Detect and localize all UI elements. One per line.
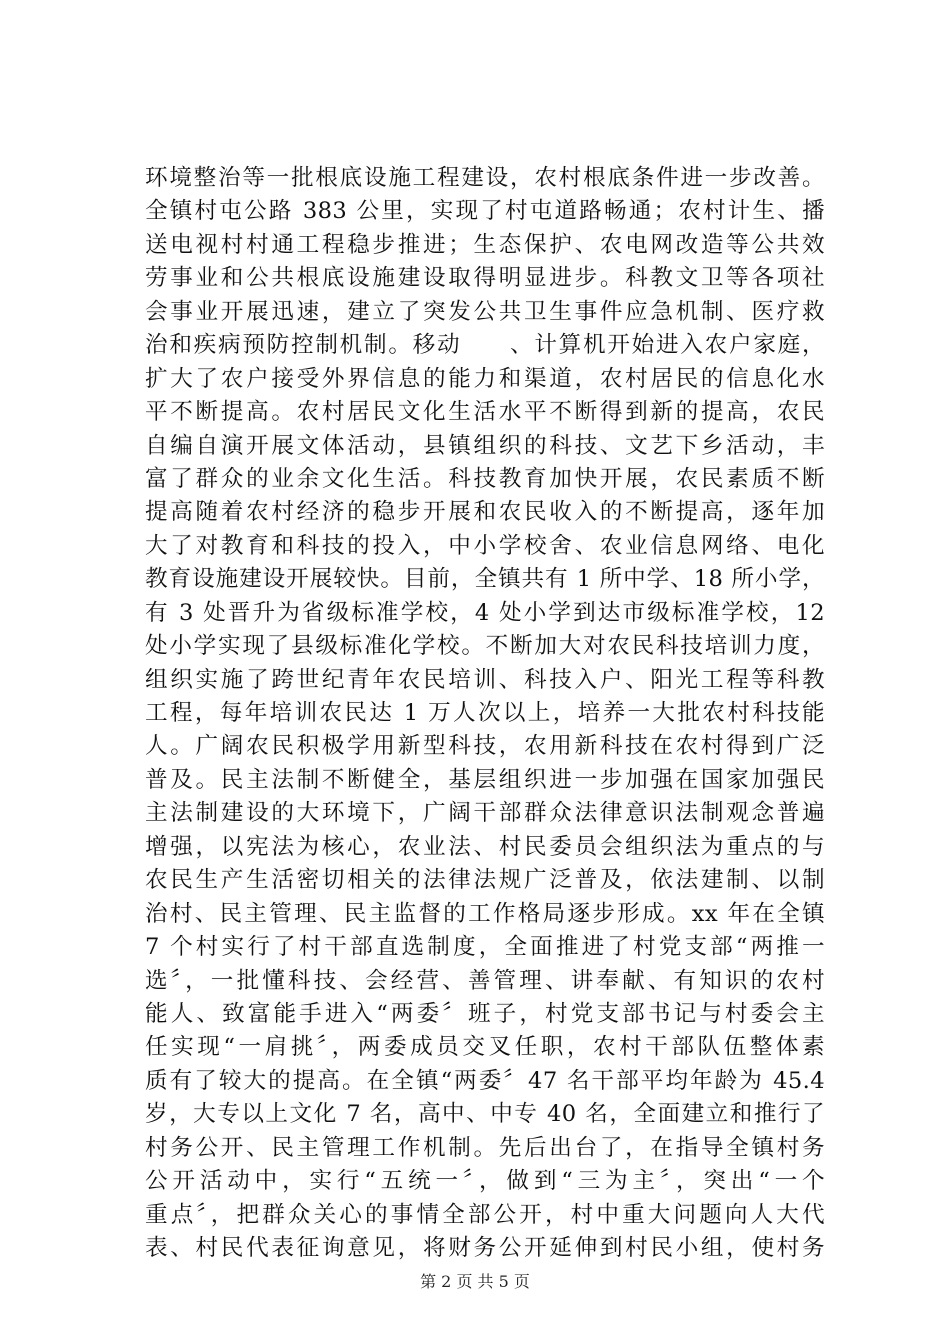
text-line: 富了群众的业余文化生活。科技教育加快开展，农民素质不断 — [145, 465, 825, 492]
page-footer: 第 2 页 共 5 页 — [420, 1272, 530, 1291]
text-line: 公开活动中，实行“五统一〞，做到“三为主〞，突出“一个 — [145, 1168, 825, 1195]
text-line: 能人、致富能手进入“两委〞班子，村党支部书记与村委会主 — [145, 1000, 825, 1027]
text-line: 选〞，一批懂科技、会经营、善管理、讲奉献、有知识的农村 — [145, 967, 825, 994]
text-line: 增强，以宪法为核心，农业法、村民委员会组织法为重点的与 — [145, 833, 825, 860]
text-line: 7 个村实行了村干部直选制度，全面推进了村党支部“两推一 — [145, 934, 825, 961]
text-line: 教育设施建设开展较快。目前，全镇共有 1 所中学、18 所小学， — [145, 566, 825, 593]
text-line: 全镇村屯公路 383 公里，实现了村屯道路畅通；农村计生、播 — [145, 198, 825, 225]
text-line: 有 3 处晋升为省级标准学校，4 处小学到达市级标准学校，12 — [145, 599, 825, 626]
text-line: 岁，大专以上文化 7 名，高中、中专 40 名，全面建立和推行了 — [145, 1101, 825, 1128]
text-line: 提高随着农村经济的稳步开展和农民收入的不断提高，逐年加 — [145, 499, 825, 526]
text-line: 会事业开展迅速，建立了突发公共卫生事件应急机制、医疗救 — [145, 298, 825, 325]
text-line: 自编自演开展文体活动，县镇组织的科技、文艺下乡活动，丰 — [145, 432, 825, 459]
text-line: 农民生产生活密切相关的法律法规广泛普及，依法建制、以制 — [145, 867, 825, 894]
body-text — [145, 162, 825, 1265]
text-line: 组织实施了跨世纪青年农民培训、科技入户、阳光工程等科教 — [145, 666, 825, 693]
text-line: 送电视村村通工程稳步推进；生态保护、农电网改造等公共效 — [145, 231, 825, 258]
text-line: 人。广阔农民积极学用新型科技，农用新科技在农村得到广泛 — [145, 733, 825, 760]
text-line: 村务公开、民主管理工作机制。先后出台了，在指导全镇村务 — [145, 1134, 825, 1161]
text-line: 劳事业和公共根底设施建设取得明显进步。科教文卫等各项社 — [145, 265, 825, 292]
text-line: 工程，每年培训农民达 1 万人次以上，培养一大批农村科技能 — [145, 700, 825, 726]
text-line: 质有了较大的提高。在全镇“两委〞47 名干部平均年龄为 45.4 — [145, 1067, 825, 1094]
text-line: 处小学实现了县级标准化学校。不断加大对农民科技培训力度， — [145, 633, 825, 660]
text-line: 治和疾病预防控制机制。移动 、计算机开始进入农户家庭， — [145, 332, 825, 359]
text-line: 治村、民主管理、民主监督的工作格局逐步形成。xx 年在全镇 — [145, 900, 825, 927]
text-line: 扩大了农户接受外界信息的能力和渠道，农村居民的信息化水 — [145, 365, 825, 392]
text-line: 表、村民代表征询意见，将财务公开延伸到村民小组，使村务 — [145, 1235, 825, 1261]
text-line: 普及。民主法制不断健全，基层组织进一步加强在国家加强民 — [145, 766, 825, 793]
text-line: 环境整治等一批根底设施工程建设，农村根底条件进一步改善。 — [145, 165, 825, 191]
text-line: 平不断提高。农村居民文化生活水平不断得到新的提高，农民 — [145, 399, 825, 426]
text-line: 重点〞，把群众关心的事情全部公开，村中重大问题向人大代 — [145, 1201, 825, 1228]
text-line: 大了对教育和科技的投入，中小学校舍、农业信息网络、电化 — [145, 532, 825, 559]
text-line: 任实现“一肩挑〞，两委成员交叉任职，农村干部队伍整体素 — [145, 1034, 825, 1061]
text-line: 主法制建设的大环境下，广阔干部群众法律意识法制观念普遍 — [145, 800, 825, 827]
